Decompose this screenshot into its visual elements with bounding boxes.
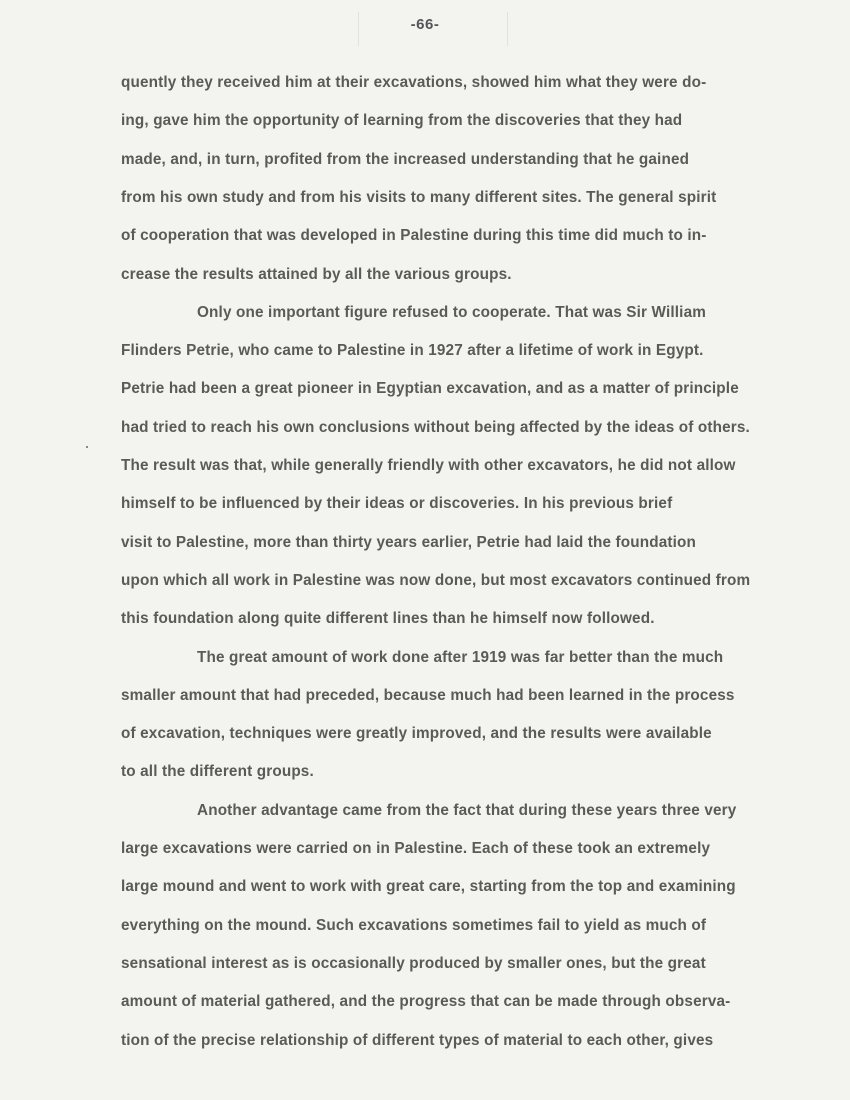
text-line: everything on the mound. Such excavations sometimes fail to yield as much of [121,916,707,934]
text-line: quently they received him at their excavations, showed him what they were do- [121,74,707,91]
scan-speck [86,446,88,448]
text-line: himself to be influenced by their ideas or discoveries. In his previous brief [121,495,673,513]
text-line: made, and, in turn, profited from the increased understanding that he gained [121,150,690,168]
text-line: large mound and went to work with great care, starting from the top and examining [121,878,736,896]
text-line: The great amount of work done after 1919 was far better than the much [197,648,724,666]
text-line: sensational interest as is occasionally produced by smaller ones, but the great [121,954,706,972]
text-line: tion of the precise relationship of different types of material to each other, gives [121,1031,714,1049]
text-line: Another advantage came from the fact that during these years three very [197,801,737,819]
text-line: ing, gave him the opportunity of learning from the discoveries that they had [121,112,683,130]
text-line: from his own study and from his visits to many different sites. The general spirit [121,188,717,206]
text-line: Only one important figure refused to cooperate. That was Sir William [197,303,706,321]
text-line: smaller amount that had preceded, because much had been learned in the process [121,686,735,704]
text-line: of excavation, techniques were greatly improved, and the results were available [121,725,712,743]
text-line: Petrie had been a great pioneer in Egyptian excavation, and as a matter of principle [121,380,739,398]
text-line: Flinders Petrie, who came to Palestine in 1927 after a lifetime of work in Egypt. [121,342,704,360]
text-line: upon which all work in Palestine was now done, but most excavators continued from [121,571,751,589]
text-line: of cooperation that was developed in Palestine during this time did much to in- [121,227,707,245]
text-line: this foundation along quite different lines than he himself now followed. [121,610,655,628]
text-line: amount of material gathered, and the progress that can be made through observa- [121,993,731,1011]
text-line: had tried to reach his own conclusions without being affected by the ideas of others. [121,418,750,436]
text-line: large excavations were carried on in Palestine. Each of these took an extremely [121,840,711,857]
text-line: The result was that, while generally friendly with other excavators, he did not allow [121,457,736,474]
text-line: visit to Palestine, more than thirty years earlier, Petrie had laid the foundation [121,533,697,551]
page-number: -66- [410,16,440,33]
text-line: crease the results attained by all the various groups. [121,265,512,283]
text-line: to all the different groups. [121,763,314,781]
